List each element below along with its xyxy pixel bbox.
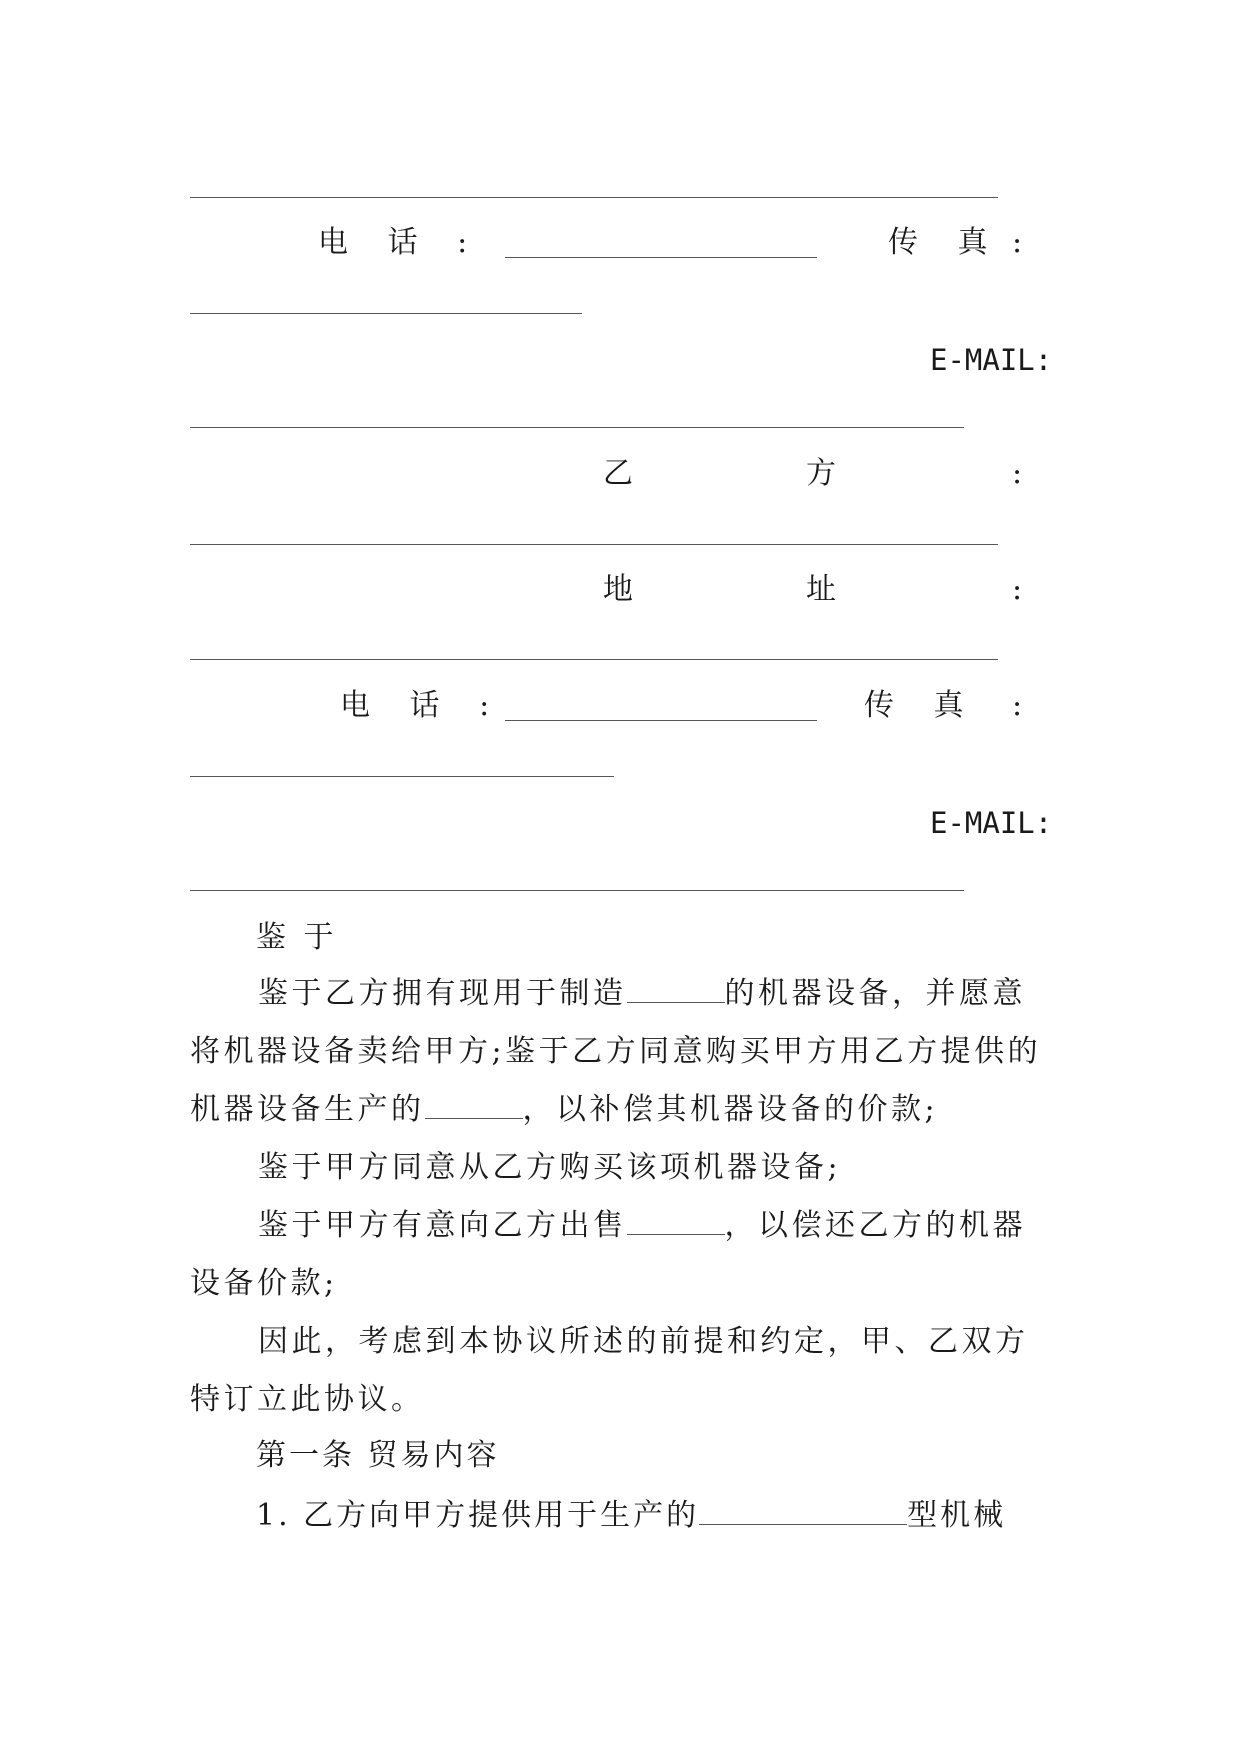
party-b-fax-colon: :: [1012, 688, 1023, 723]
article-1-item-1-text-b: 型机械: [907, 1498, 1007, 1533]
party-b-address-label-2: 址: [806, 572, 836, 607]
recital-2-text: 鉴于甲方同意从乙方购买该项机器设备;: [258, 1150, 842, 1185]
party-a-phone-line[interactable]: [505, 257, 817, 258]
article-1-item-1-number: 1.: [256, 1498, 291, 1533]
party-a-email-label: E-MAIL:: [930, 343, 1053, 377]
party-b-address-colon: :: [1012, 572, 1023, 607]
party-b-name-label-1: 乙: [603, 456, 633, 491]
party-b-phone-label: 电 话 :: [340, 688, 490, 723]
party-b-address-label-1: 地: [603, 572, 633, 607]
party-b-email-line[interactable]: [190, 890, 964, 891]
party-b-address-line[interactable]: [190, 659, 998, 660]
party-b-name-line[interactable]: [190, 544, 998, 545]
party-a-fax-line[interactable]: [190, 313, 582, 314]
party-b-email-label: E-MAIL:: [930, 806, 1053, 840]
party-b-name-colon: :: [1012, 456, 1023, 491]
recital-3-text-b: ，以偿还乙方的机器设备价款;: [190, 1208, 1026, 1301]
recital-paragraph-2: [190, 1139, 1050, 1197]
recital-3-text-a: 鉴于甲方有意向乙方出售: [258, 1208, 627, 1243]
article-1-item-1: [256, 1496, 1006, 1534]
recital-paragraph-1: [190, 965, 1050, 1139]
recital-1-blank-b[interactable]: [425, 1092, 523, 1119]
party-a-address-line: [190, 197, 998, 198]
recitals-heading: 鉴 于: [256, 920, 338, 955]
party-b-fax-label: 传 真: [864, 688, 964, 723]
recital-3-blank[interactable]: [627, 1208, 725, 1235]
article-1-item-1-blank[interactable]: [699, 1496, 907, 1525]
recital-4-text: 因此，考虑到本协议所述的前提和约定，甲、乙双方特订立此协议。: [190, 1324, 1029, 1417]
recital-1-text-b: 的机器设备，并愿意将机器设备卖给甲方;鉴于乙方同意购买甲方用乙方提供的机器设备生产的: [190, 976, 1042, 1127]
recital-paragraph-3: [190, 1197, 1050, 1313]
party-b-phone-line[interactable]: [505, 720, 817, 721]
party-a-fax-colon: :: [1012, 225, 1023, 260]
party-a-email-line[interactable]: [190, 427, 964, 428]
recital-1-text-c: ，以补偿其机器设备的价款;: [522, 1092, 939, 1127]
recital-1-blank-a[interactable]: [627, 976, 725, 1003]
recital-paragraph-4: [190, 1313, 1050, 1429]
article-1-heading: 第一条 贸易内容: [256, 1438, 500, 1473]
party-a-phone-label: 电 话 :: [318, 225, 468, 260]
recital-1-text-a: 鉴于乙方拥有现用于制造: [258, 976, 627, 1011]
party-b-name-label-2: 方: [806, 456, 836, 491]
party-a-fax-label: 传 真: [888, 225, 988, 260]
party-b-fax-line[interactable]: [190, 776, 614, 777]
article-1-item-1-text-a: 乙方向甲方提供用于生产的: [303, 1498, 700, 1533]
